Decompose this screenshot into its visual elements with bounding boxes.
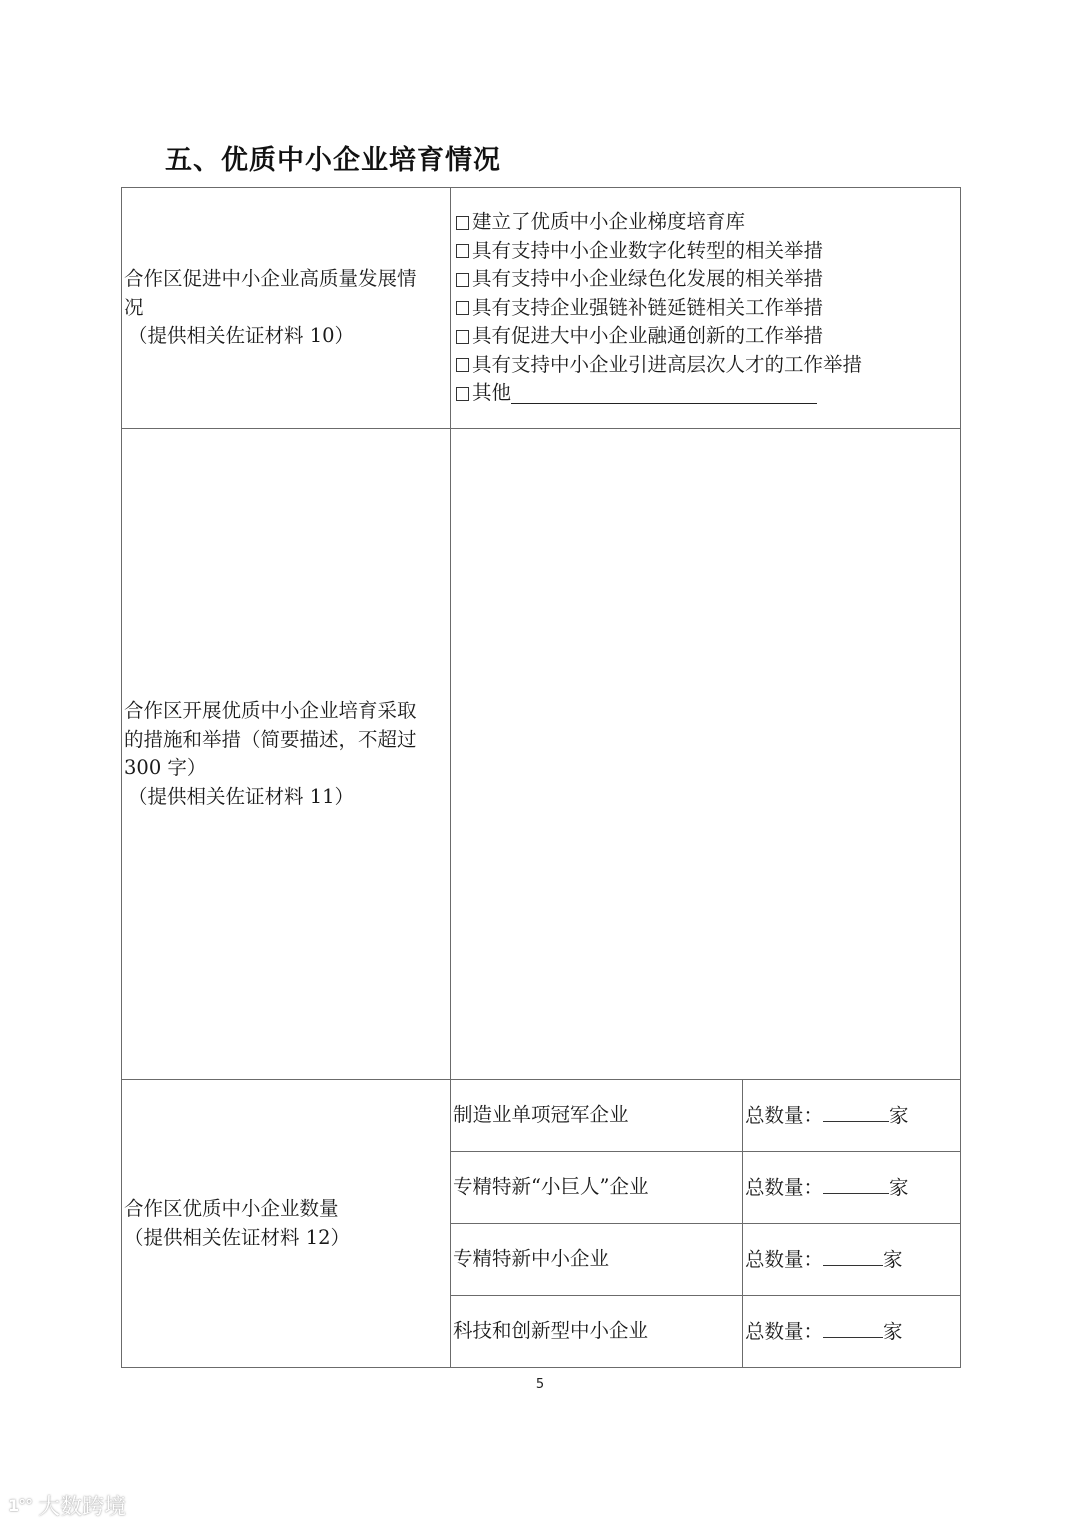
total-label: 总数量： [745,1247,824,1271]
count-cell [743,1080,961,1152]
measures-label-line-2: 的措施和举措（简要描述，不超过 [124,727,417,751]
option-label: 具有支持企业强链补链延链相关工作举措 [472,295,824,319]
development-label-line-2: 况 [124,295,144,319]
count-cell [743,1224,961,1296]
measures-evidence-note: （提供相关佐证材料 11） [128,784,355,808]
option-tiered-database[interactable] [453,208,960,237]
option-label: 具有促进大中小企业融通创新的工作举措 [472,324,824,348]
option-digital-transformation[interactable] [453,237,960,266]
development-label-cell [122,188,451,429]
option-label: 其他 [472,381,512,405]
option-integrated-innovation[interactable] [453,322,960,351]
development-label-line-1: 合作区促进中小企业高质量发展情 [124,267,417,291]
section-title: 五、优质中小企业培育情况 [165,145,501,176]
option-label: 建立了优质中小企业梯度培育库 [472,210,746,234]
option-label: 具有支持中小企业引进高层次人才的工作举措 [472,352,863,376]
row-cultivation-measures [122,429,961,1080]
unit-label: 家 [889,1103,909,1127]
count-item-name: 科技和创新型中小企业 [451,1296,743,1368]
count-item-name: 专精特新中小企业 [451,1224,743,1296]
watermark-text: 大数跨境 [38,1495,127,1520]
measures-label-line-3: 300 字） [124,756,207,779]
unit-label: 家 [883,1247,903,1271]
other-fill-in-field[interactable] [511,383,817,404]
option-supply-chain[interactable] [453,294,960,323]
measures-label-line-1: 合作区开展优质中小企业培育采取 [124,699,417,722]
little-giant-count-field[interactable] [823,1173,889,1194]
checkbox-icon[interactable] [456,358,469,372]
champion-count-field[interactable] [823,1101,889,1122]
row-development-status [122,188,961,429]
total-label: 总数量： [745,1103,824,1127]
unit-label: 家 [889,1175,909,1199]
watermark [8,1490,126,1521]
unit-label: 家 [883,1319,903,1343]
development-options-cell [451,188,961,429]
count-item-name: 专精特新“小巨人”企业 [451,1152,743,1224]
page-number: 5 [535,1377,545,1392]
option-label: 具有支持中小企业数字化转型的相关举措 [472,238,824,262]
counts-evidence-note: （提供相关佐证材料 12） [124,1225,351,1249]
total-label: 总数量： [745,1319,824,1343]
option-talent-introduction[interactable] [453,351,960,380]
checkbox-icon[interactable] [456,216,469,230]
counts-label-cell [122,1080,451,1368]
option-green-development[interactable] [453,265,960,294]
measures-answer-field[interactable] [451,429,961,1080]
measures-label-cell [122,429,451,1080]
option-other[interactable] [453,379,960,408]
count-cell [743,1296,961,1368]
counts-label: 合作区优质中小企业数量 [124,1197,339,1220]
option-label: 具有支持中小企业绿色化发展的相关举措 [472,267,824,291]
total-label: 总数量： [745,1175,824,1199]
specialized-sme-count-field[interactable] [823,1245,883,1266]
checkbox-icon[interactable] [456,387,469,401]
tech-innovation-count-field[interactable] [823,1317,883,1338]
checkbox-icon[interactable] [456,273,469,287]
checkbox-icon[interactable] [456,301,469,315]
count-cell [743,1152,961,1224]
cultivation-form-table [121,187,961,1368]
checkbox-icon[interactable] [456,244,469,258]
watermark-logo-icon: 1°° [8,1496,33,1515]
checkbox-icon[interactable] [456,330,469,344]
count-item-name: 制造业单项冠军企业 [451,1080,743,1152]
development-evidence-note: （提供相关佐证材料 10） [128,324,355,348]
row-count-champion [122,1080,961,1152]
